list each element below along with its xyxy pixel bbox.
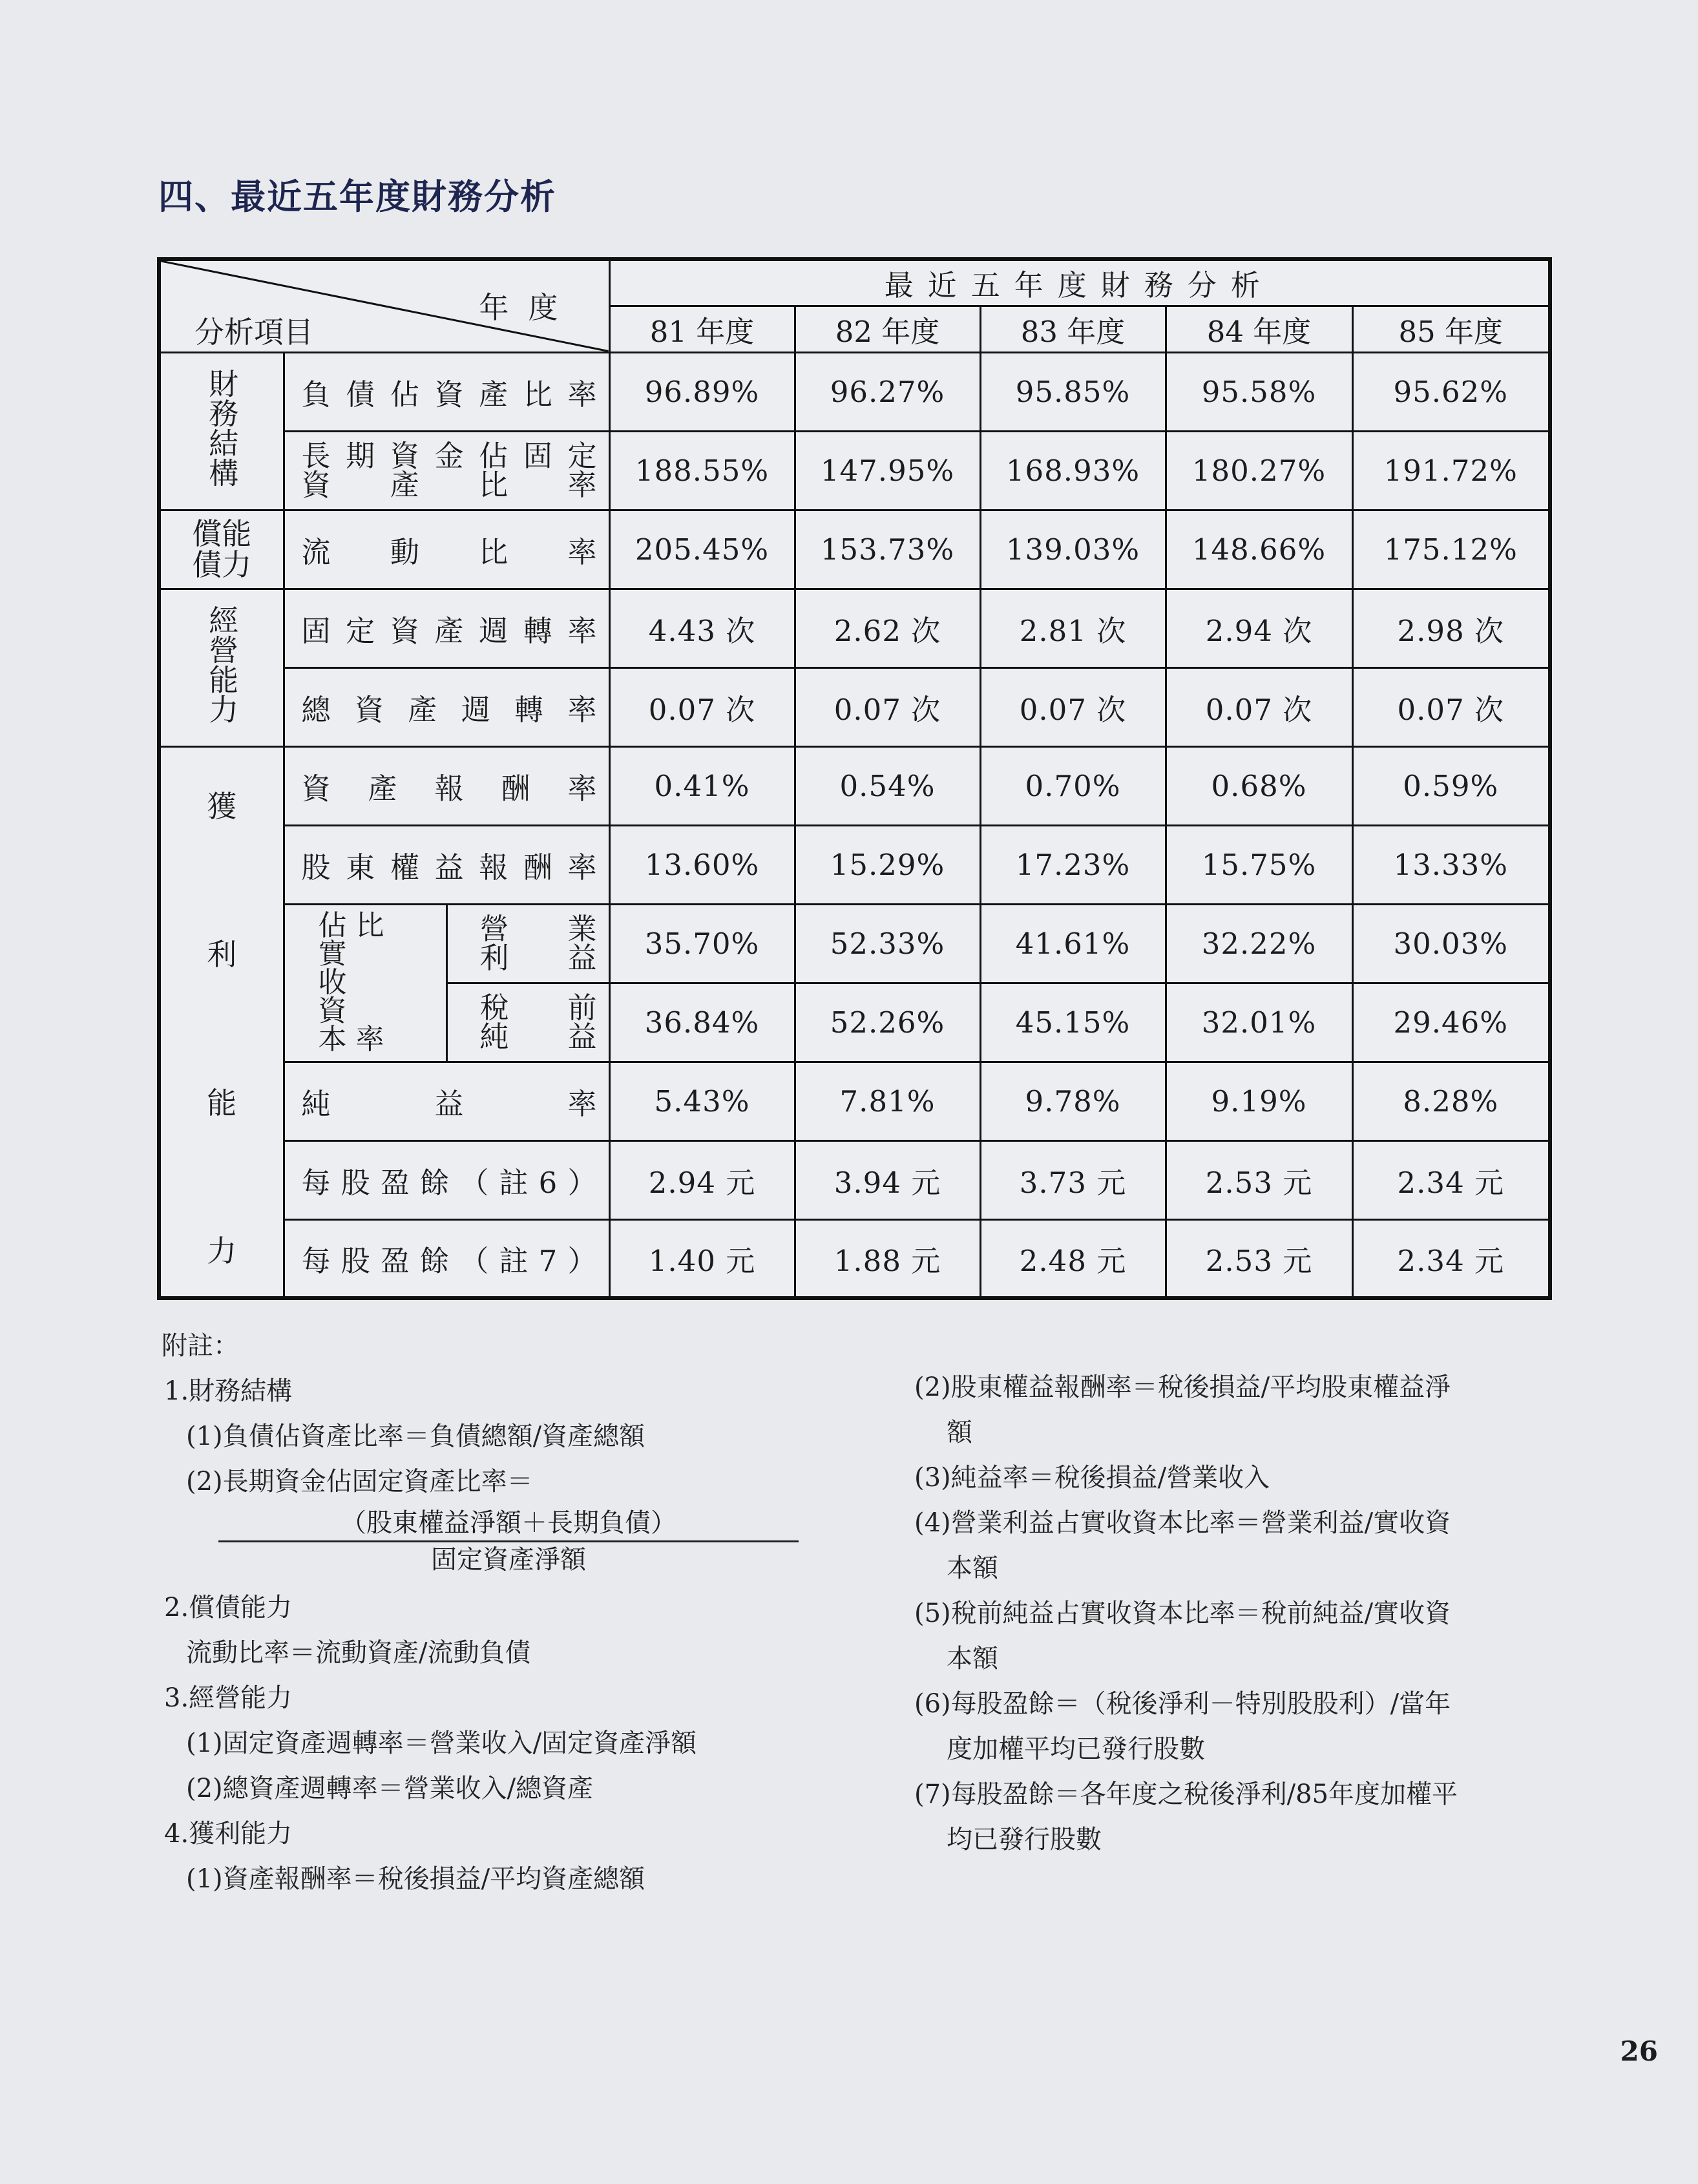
cell-value: 35.70% xyxy=(609,904,795,983)
year-header: 82 年度 xyxy=(795,306,980,352)
cell-value: 0.59% xyxy=(1352,746,1550,825)
cell-value: 188.55% xyxy=(609,431,795,510)
cell-value: 139.03% xyxy=(980,510,1166,589)
cell-value: 0.54% xyxy=(795,746,980,825)
cell-value: 1.88 元 xyxy=(795,1219,980,1298)
corner-year-label: 年度 xyxy=(479,290,578,325)
table-row xyxy=(159,825,1550,904)
cell-value: 32.22% xyxy=(1166,904,1352,983)
note-line: (1)固定資產週轉率＝營業收入/固定資產淨額 xyxy=(186,1728,697,1758)
year-header: 85 年度 xyxy=(1352,306,1550,352)
row-label-eps-note7: 每股盈餘（註7） xyxy=(284,1219,609,1298)
cell-value: 45.15% xyxy=(980,983,1166,1062)
row-label-capital-ratio: 佔 比 實 收 資 本 率 xyxy=(284,904,446,1062)
table-row xyxy=(159,352,1550,431)
row-label-total-asset-turnover: 總資產週轉率 xyxy=(284,667,609,746)
row-label-fixed-asset-turnover: 固定資產週轉率 xyxy=(284,589,609,667)
cell-value: 191.72% xyxy=(1352,431,1550,510)
cell-value: 2.94 元 xyxy=(609,1140,795,1219)
table-row xyxy=(159,510,1550,589)
table-corner-header xyxy=(159,259,609,352)
note-line: (1)負債佔資產比率＝負債總額/資產總額 xyxy=(186,1422,645,1451)
cell-value: 153.73% xyxy=(795,510,980,589)
row-label-longterm-fund-ratio: 長期資金佔固定 資產比率 xyxy=(284,431,609,510)
table-row xyxy=(159,746,1550,825)
note-line: 均已發行股數 xyxy=(947,1825,1102,1854)
cell-value: 36.84% xyxy=(609,983,795,1062)
page-title: 四、最近五年度財務分析 xyxy=(158,176,556,217)
page-number: 26 xyxy=(1620,2035,1658,2067)
formula-fraction xyxy=(218,1506,799,1577)
table-row xyxy=(159,1219,1550,1298)
note-line: (2)長期資金佔固定資產比率＝ xyxy=(186,1467,533,1496)
note-line: (4)營業利益占實收資本比率＝營業利益/實收資 xyxy=(914,1508,1451,1538)
fraction-numerator: （股東權益淨額＋長期負債） xyxy=(218,1506,799,1542)
note-line: 2.償債能力 xyxy=(164,1593,293,1622)
row-label-debt-ratio: 負債佔資產比率 xyxy=(284,352,609,431)
cell-value: 96.89% xyxy=(609,352,795,431)
financial-analysis-table xyxy=(157,257,1552,1300)
note-line: 4.獲利能力 xyxy=(164,1819,293,1849)
table-row xyxy=(159,1140,1550,1219)
cell-value: 9.78% xyxy=(980,1062,1166,1140)
cell-value: 0.07 次 xyxy=(980,667,1166,746)
note-line: (2)總資產週轉率＝營業收入/總資產 xyxy=(186,1774,594,1803)
table-row xyxy=(159,904,1550,983)
note-line: (7)每股盈餘＝各年度之稅後淨利/85年度加權平 xyxy=(914,1780,1458,1809)
table-row xyxy=(159,1062,1550,1140)
cell-value: 168.93% xyxy=(980,431,1166,510)
cell-value: 2.53 元 xyxy=(1166,1140,1352,1219)
notes-left-column xyxy=(162,1323,645,1504)
cell-value: 3.94 元 xyxy=(795,1140,980,1219)
cell-value: 0.41% xyxy=(609,746,795,825)
note-line: (6)每股盈餘＝（稅後淨利－特別股股利）/當年 xyxy=(914,1689,1451,1719)
note-line: 1.財務結構 xyxy=(164,1376,293,1406)
note-line: 3.經營能力 xyxy=(164,1683,293,1713)
cell-value: 2.34 元 xyxy=(1352,1140,1550,1219)
row-label-net-margin: 純益率 xyxy=(284,1062,609,1140)
note-line: 額 xyxy=(947,1418,972,1447)
category-financial-structure: 財務結構 xyxy=(159,352,284,510)
cell-value: 148.66% xyxy=(1166,510,1352,589)
row-label-roa: 資產報酬率 xyxy=(284,746,609,825)
note-line: (3)純益率＝稅後損益/營業收入 xyxy=(914,1463,1270,1493)
note-line: 流動比率＝流動資產/流動負債 xyxy=(186,1638,531,1668)
row-label-roe: 股東權益報酬率 xyxy=(284,825,609,904)
fraction-denominator: 固定資產淨額 xyxy=(431,1545,586,1575)
cell-value: 147.95% xyxy=(795,431,980,510)
cell-value: 30.03% xyxy=(1352,904,1550,983)
cell-value: 180.27% xyxy=(1166,431,1352,510)
note-line: 本額 xyxy=(947,1553,998,1583)
five-year-group-header: 最近五年度財務分析 xyxy=(609,259,1550,306)
cell-value: 52.26% xyxy=(795,983,980,1062)
note-line: (2)股東權益報酬率＝稅後損益/平均股東權益淨 xyxy=(914,1372,1451,1402)
cell-value: 41.61% xyxy=(980,904,1166,983)
cell-value: 15.75% xyxy=(1166,825,1352,904)
cell-value: 13.33% xyxy=(1352,825,1550,904)
table-row xyxy=(159,667,1550,746)
cell-value: 2.81 次 xyxy=(980,589,1166,667)
note-line: 本額 xyxy=(947,1644,998,1674)
cell-value: 0.07 次 xyxy=(609,667,795,746)
cell-value: 0.70% xyxy=(980,746,1166,825)
year-header: 84 年度 xyxy=(1166,306,1352,352)
row-label-eps-note6: 每股盈餘（註6） xyxy=(284,1140,609,1219)
note-line: (1)資產報酬率＝稅後損益/平均資產總額 xyxy=(186,1864,645,1894)
cell-value: 13.60% xyxy=(609,825,795,904)
cell-value: 0.07 次 xyxy=(1166,667,1352,746)
cell-value: 32.01% xyxy=(1166,983,1352,1062)
cell-value: 17.23% xyxy=(980,825,1166,904)
cell-value: 2.98 次 xyxy=(1352,589,1550,667)
cell-value: 4.43 次 xyxy=(609,589,795,667)
cell-value: 8.28% xyxy=(1352,1062,1550,1140)
note-line: (5)稅前純益占實收資本比率＝稅前純益/實收資 xyxy=(914,1599,1451,1628)
cell-value: 95.85% xyxy=(980,352,1166,431)
cell-value: 205.45% xyxy=(609,510,795,589)
cell-value: 0.07 次 xyxy=(1352,667,1550,746)
row-label-current-ratio: 流動比率 xyxy=(284,510,609,589)
row-label-pretax-income: 稅前 純益 xyxy=(446,983,609,1062)
cell-value: 3.73 元 xyxy=(980,1140,1166,1219)
cell-value: 1.40 元 xyxy=(609,1219,795,1298)
notes-left-column-continued xyxy=(162,1585,697,1902)
row-label-operating-income: 營業 利益 xyxy=(446,904,609,983)
cell-value: 0.07 次 xyxy=(795,667,980,746)
category-operation: 經營能力 xyxy=(159,589,284,746)
cell-value: 29.46% xyxy=(1352,983,1550,1062)
cell-value: 15.29% xyxy=(795,825,980,904)
cell-value: 2.53 元 xyxy=(1166,1219,1352,1298)
category-profitability: 獲 利 能 力 xyxy=(159,746,284,1298)
cell-value: 9.19% xyxy=(1166,1062,1352,1140)
table-row xyxy=(159,431,1550,510)
corner-item-label: 分析項目 xyxy=(194,314,313,350)
cell-value: 2.34 元 xyxy=(1352,1219,1550,1298)
category-solvency: 償能債力 xyxy=(159,510,284,589)
cell-value: 7.81% xyxy=(795,1062,980,1140)
cell-value: 2.94 次 xyxy=(1166,589,1352,667)
note-line: 度加權平均已發行股數 xyxy=(947,1734,1205,1764)
notes-right-column xyxy=(914,1365,1458,1862)
cell-value: 2.62 次 xyxy=(795,589,980,667)
year-header: 81 年度 xyxy=(609,306,795,352)
cell-value: 5.43% xyxy=(609,1062,795,1140)
table-row xyxy=(159,589,1550,667)
cell-value: 95.62% xyxy=(1352,352,1550,431)
cell-value: 0.68% xyxy=(1166,746,1352,825)
cell-value: 2.48 元 xyxy=(980,1219,1166,1298)
year-header: 83 年度 xyxy=(980,306,1166,352)
notes-heading: 附註： xyxy=(162,1331,239,1361)
cell-value: 95.58% xyxy=(1166,352,1352,431)
cell-value: 96.27% xyxy=(795,352,980,431)
cell-value: 175.12% xyxy=(1352,510,1550,589)
cell-value: 52.33% xyxy=(795,904,980,983)
